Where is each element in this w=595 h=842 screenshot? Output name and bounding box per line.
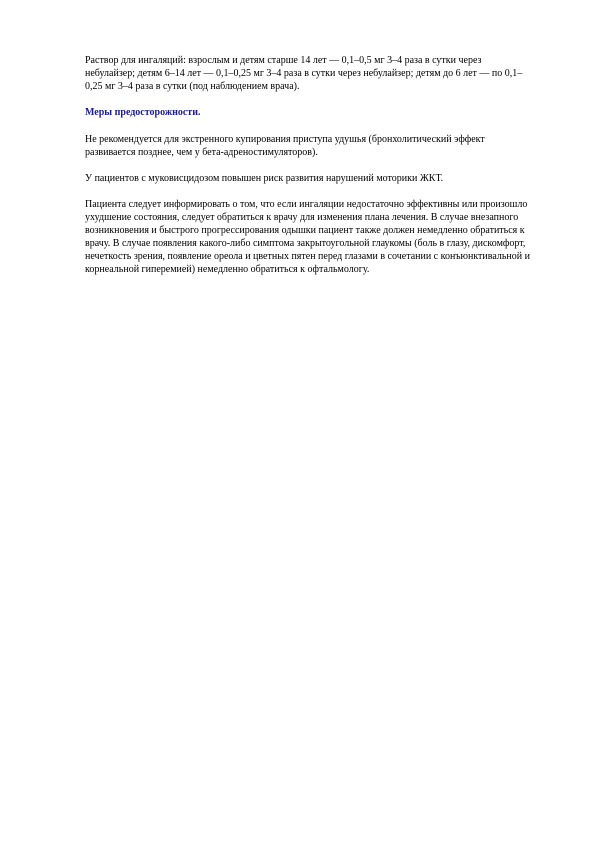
cystic-fibrosis-paragraph: У пациентов с муковисцидозом повышен риск развития нарушений моторики ЖКТ. bbox=[85, 173, 444, 184]
emergency-warning-paragraph: Не рекомендуется для экстренного купирования приступа удушья (бронхолитический эффект развивается позднее, чем у бета-адреностимуляторов). bbox=[85, 134, 485, 158]
precautions-heading: Меры предосторожности. bbox=[85, 107, 201, 118]
patient-information-paragraph: Пациента следует информировать о том, что если ингаляции недостаточно эффективны или произошло ухудшение состояния, следует обратиться к врачу для изменения плана лечения. В случае внезапного возникновения и быстрого прогрессирования одышки пациент также должен немедленно обратиться к врачу. В случае появления какого-либо симптома закрытоугольной глаукомы (боль в глазу, дискомфорт, нечеткость зрения, появление ореола и цветных пятен перед глазами в сочетании с конъюнктивальной и корнеальной гиперемией) немедленно обратиться к офтальмологу. bbox=[85, 199, 530, 275]
dosage-paragraph: Раствор для ингаляций: взрослым и детям старше 14 лет — 0,1–0,5 мг 3–4 раза в сутки через небулайзер; детям 6–14 лет — 0,1–0,25 мг 3–4 раза в сутки через небулайзер; детям до 6 лет — по 0,1–0,25 мг 3–4 раза в сутки (под наблюдением врача). bbox=[85, 55, 523, 92]
document-page bbox=[85, 54, 533, 289]
